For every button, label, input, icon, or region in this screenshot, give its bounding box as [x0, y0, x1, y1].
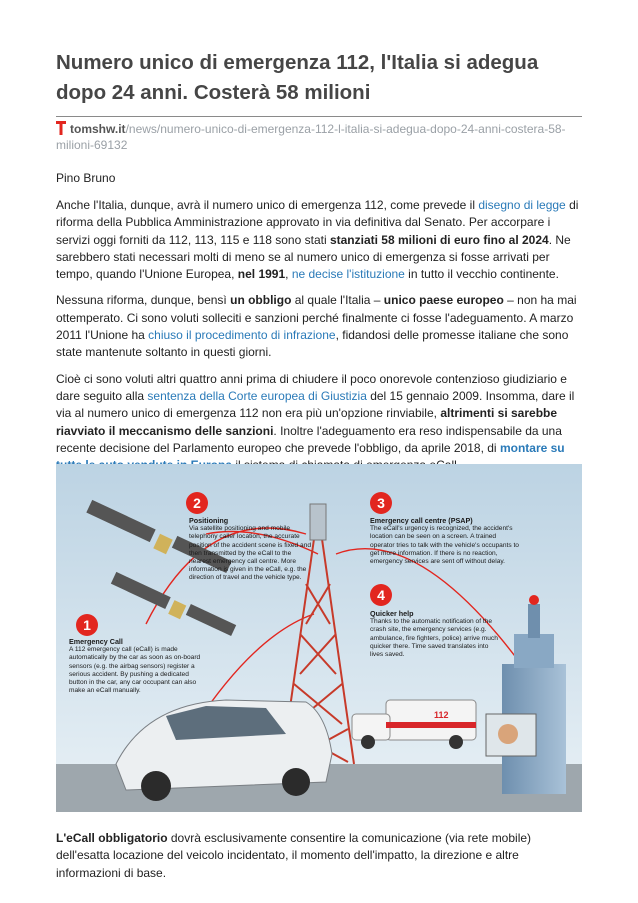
- step-3-number: 3: [370, 492, 392, 514]
- ambulance-label: 112: [434, 710, 449, 720]
- paragraph-3: Cioè ci sono voluti altri quattro anni prima di chiudere il poco onorevole contenzioso giudiziario e dare seguito alla sentenza della Corte europea di Giustizia del 15 gennaio 2009. Insomma, dare il via al numero unico di emergenza 112 non era più un'opzione rinviabile, altrimenti si sarebbe riavviato il meccanismo delle sanzioni. Inoltre l'adeguamento era reso indispensabile da una recente decisione del Parlamento europeo che prevede l'obbligo, da aprile 2018, di montare su: [56, 371, 582, 475]
- caption-paragraph: L'eCall obbligatorio dovrà esclusivamente consentire la comunicazione (via rete mobile) dell'esatta locazione del veicolo incidentato, il momento dell'impatto, la direzione e altre informazioni di base.: [56, 831, 532, 880]
- author: Pino Bruno: [56, 171, 116, 185]
- step-3-text: Emergency call centre (PSAP) The eCall's urgency is recognized, the accident's location can be seen on a screen. A trained operator tries to talk with the vehicle's occupants to get more information. If there is no reaction, emergency services are sent off without delay.: [370, 516, 519, 566]
- title-divider: [56, 116, 582, 117]
- step-1-text: Emergency Call A 112 emergency call (eCall) is made automatically by the car as soon as on-board sensors (e.g. the airbag sensors) register a serious accident. By pushing a dedicated button in the car, any car occupant can also make an eCall manually.: [69, 637, 201, 695]
- link-disegno-di-legge[interactable]: disegno di legge: [478, 198, 566, 212]
- step-1-number: 1: [76, 614, 98, 636]
- paragraph-1: Anche l'Italia, dunque, avrà il numero unico di emergenza 112, come prevede il disegno di legge di riforma della Pubblica Amministrazione approvato in via definitiva dal Senato. Per accorpare i servizi oggi forniti da 112, 113, 115 e 118 sono stati stanziati 58 milioni di euro fino al 2024. Ne sarebbero stati necessari molti di meno se al numero unico di emergenza si fosse arrivati per tempo, quando l'Unione Europea, nel 1991, ne decise l'istituzione in tutto il vecchio continente.: [56, 198, 579, 282]
- article: [56, 48, 582, 880]
- step-4-number: 4: [370, 584, 392, 606]
- link-istituzione[interactable]: ne decise l'istituzione: [291, 267, 405, 282]
- step-2-text: Positioning Via satellite positioning and mobile telephony caller location, the accurate position of the accident scene is fixed and then transmitted by the eCall to the nearest emergency call centre. More information is given in the eCall, e.g. the direction of travel and the vehicle type.: [189, 516, 312, 582]
- link-procedimento-infrazione[interactable]: chiuso il procedimento di infrazione: [148, 328, 336, 343]
- step-4-text: Quicker help Thanks to the automatic notification of the crash site, the emergency services (e.g. ambulance, fire fighters, police) arrive much quicker there. Time saved translates into lives saved.: [370, 609, 498, 659]
- link-sentenza-corte[interactable]: sentenza della Corte europea di Giustizia: [147, 388, 367, 403]
- step-2-number: 2: [186, 492, 208, 514]
- paragraph-2: Nessuna riforma, dunque, bensì un obbligo al quale l'Italia – unico paese europeo – non ha mai ottemperato. Ci sono voluti solleciti e sanzioni perché finalmente ci fosse l'adeguamento. A marzo 2011 l'Unione ha chiuso il procedimento di infrazione, fidandosi delle promesse italiane che sono state mantenute soltanto in questi giorni.: [56, 293, 577, 360]
- ecall-infographic: [56, 464, 582, 812]
- tomshw-logo-icon: [56, 121, 66, 135]
- source-path[interactable]: /news/numero-unico-di-emergenza-112-l-italia-si-adegua-dopo-24-anni-costera-58-milioni-69132: [56, 122, 566, 152]
- article-title: Numero unico di emergenza 112, l'Italia si adegua dopo 24 anni. Costerà 58 milioni: [56, 51, 539, 104]
- source-line: [56, 121, 582, 153]
- source-site[interactable]: tomshw.it: [70, 122, 126, 136]
- link-auto-europa[interactable]: montare su: [499, 440, 565, 455]
